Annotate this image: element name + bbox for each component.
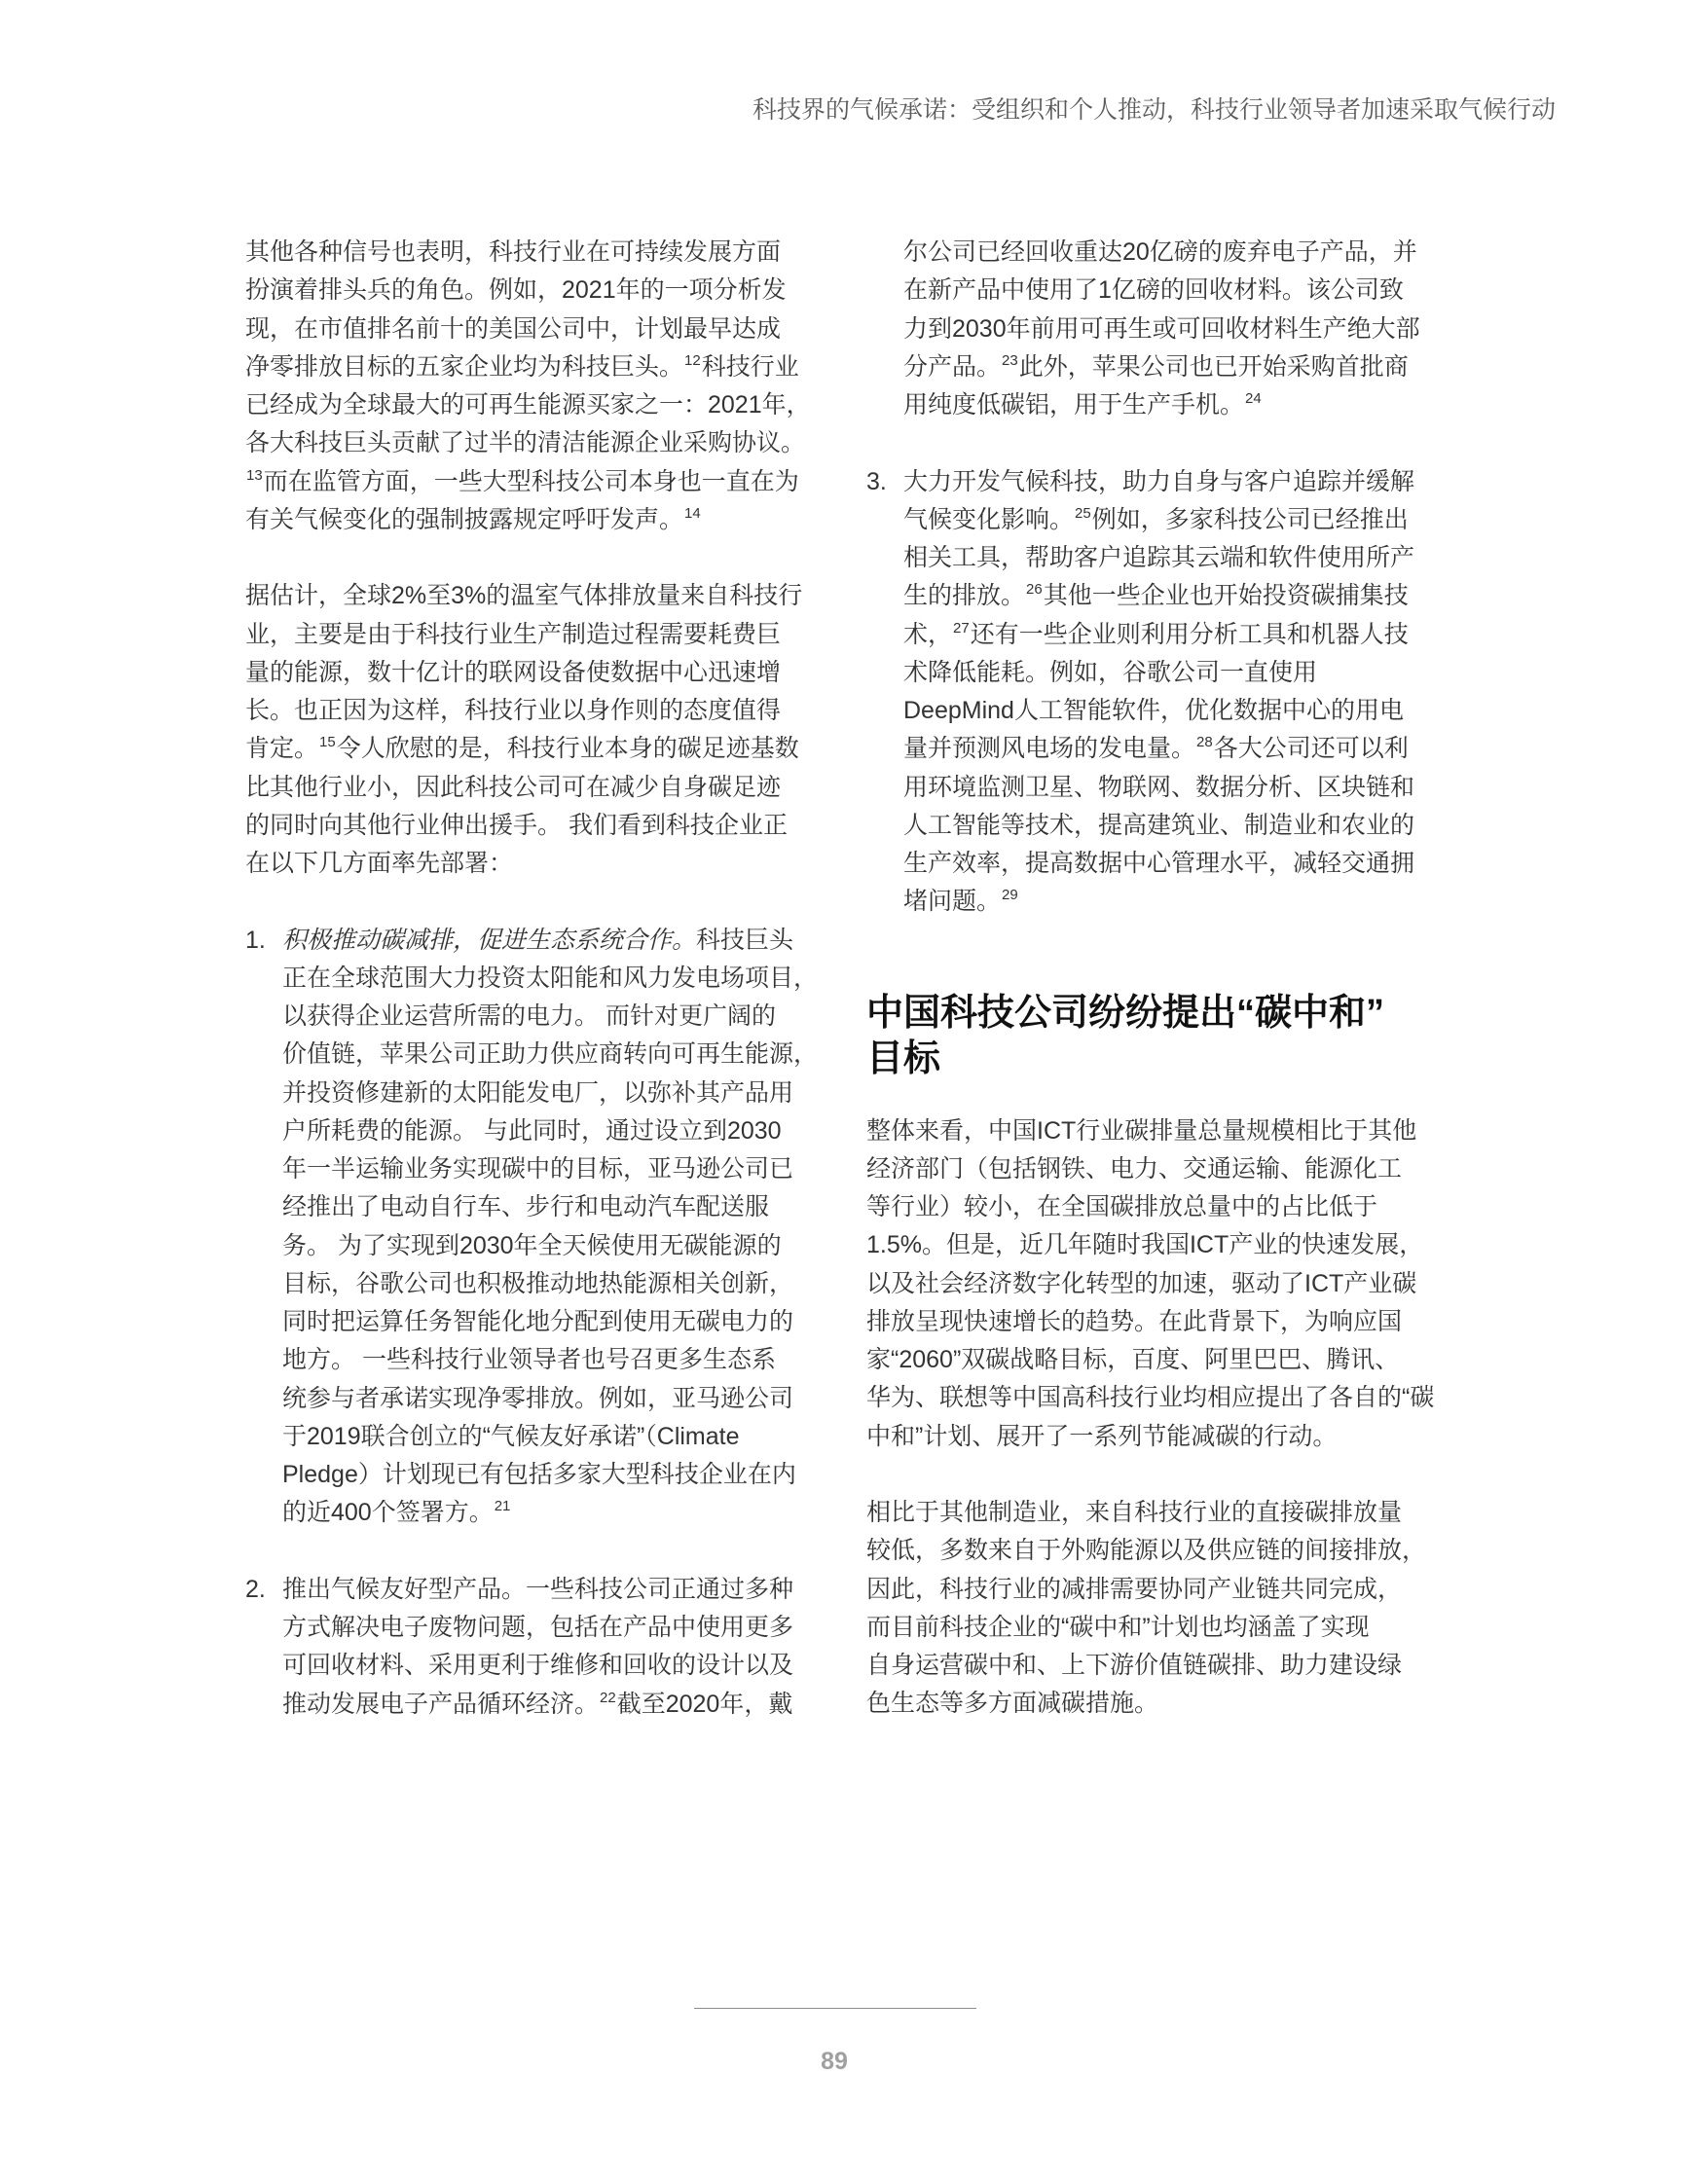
text-line (245, 348, 820, 386)
footnote-ref: 15 (319, 734, 336, 751)
text-line (903, 654, 1460, 692)
paragraph-tech-leadership-signals (245, 234, 820, 539)
text-line (866, 1226, 1460, 1264)
text-run: 户所耗费的能源。 与此同时，通过设立到2030 (282, 1116, 782, 1145)
text-line (282, 1303, 820, 1341)
text-run: 其他各种信号也表明，科技行业在可持续发展方面 (245, 238, 782, 266)
text-line (866, 1341, 1460, 1379)
text-run: 科技巨头 (696, 926, 794, 954)
text-line (866, 1532, 1460, 1570)
text-run: 地方。 一些科技行业领导者也号召更多生态系 (282, 1346, 776, 1374)
text-run: 正在全球范围大力投资太阳能和风力发电场项目， (282, 964, 819, 992)
section-heading-line: 中国科技公司纷纷提出“碳中和” (866, 992, 1385, 1034)
text-line (245, 463, 820, 501)
list-item-text (282, 922, 820, 1533)
section-heading (866, 991, 1460, 1082)
text-run: 华为、联想等中国高科技行业均相应提出了各自的“碳 (866, 1384, 1435, 1412)
footnote-ref: 14 (684, 504, 701, 522)
text-run: 有关气候变化的强制披露规定呼吁发声。 (245, 505, 684, 533)
text-line (903, 769, 1460, 807)
text-run: 力到2030年前用可再生或可回收材料生产绝大部 (903, 314, 1420, 343)
text-line (245, 807, 820, 845)
text-run: Pledge）计划现已有包括多家大型科技企业在内 (282, 1461, 796, 1488)
footnote-ref: 28 (1196, 734, 1213, 751)
text-run: 而目前科技企业的“碳中和”计划也均涵盖了实现 (866, 1613, 1370, 1641)
left-column (245, 234, 820, 1762)
text-line (245, 692, 820, 730)
text-run: 扮演着排头兵的角色。例如，2021年的一项分析发 (245, 276, 787, 305)
text-run: 相关工具，帮助客户追踪其云端和软件使用所产 (903, 544, 1415, 571)
text-line (245, 616, 820, 654)
paragraph-indirect-emissions (866, 1494, 1460, 1724)
text-line (245, 501, 820, 539)
text-run: 目标，谷歌公司也积极推动地热能源相关创新， (282, 1269, 794, 1297)
text-run: DeepMind人工智能软件，优化数据中心的用电 (903, 697, 1404, 724)
text-run: 截至2020年，戴 (616, 1690, 793, 1718)
text-run: 现，在市值排名前十的美国公司中，计划最早达成 (245, 314, 782, 343)
list-number: 1. (245, 926, 266, 954)
text-run: 推动发展电子产品循环经济。 (282, 1690, 600, 1718)
text-line (282, 1188, 820, 1226)
text-run: 的近400个签署方。 (282, 1499, 494, 1527)
list-number: 2. (245, 1575, 266, 1603)
text-run: 在新产品中使用了1亿磅的回收材料。该公司致 (903, 276, 1404, 305)
text-run: 气候变化影响。 (903, 505, 1075, 533)
text-line (245, 577, 820, 615)
text-line (245, 234, 820, 272)
text-run: 家“2060”双碳战略目标，百度、阿里巴巴、腾讯、 (866, 1346, 1400, 1374)
text-line (903, 845, 1460, 883)
list-item-text (903, 463, 1460, 922)
text-line (903, 272, 1460, 309)
text-run: 科技行业 (701, 352, 799, 381)
text-line (903, 501, 1460, 539)
text-line (245, 769, 820, 807)
text-line (282, 922, 820, 960)
text-line (282, 1571, 820, 1609)
text-line (903, 883, 1460, 921)
text-line (903, 692, 1460, 730)
text-line (866, 1609, 1460, 1647)
text-run: 各大公司还可以利 (1213, 735, 1409, 763)
text-line (866, 1685, 1460, 1723)
text-run: 用环境监测卫星、物联网、数据分析、区块链和 (903, 773, 1415, 801)
text-line (903, 539, 1460, 577)
list-item-2-continued (866, 234, 1460, 424)
text-run: 净零排放目标的五家企业均为科技巨头。 (245, 352, 684, 381)
text-line (282, 1341, 820, 1379)
text-run: 务。 为了实现到2030年全天候使用无碳能源的 (282, 1231, 782, 1259)
text-run: 术， (903, 620, 953, 648)
text-line (903, 616, 1460, 654)
text-run: 于2019联合创立的“气候友好承诺”（Climate (282, 1422, 740, 1450)
text-line (282, 998, 820, 1036)
text-run: 经推出了电动自行车、步行和电动汽车配送服 (282, 1193, 770, 1221)
footer-divider (694, 2008, 976, 2009)
text-run: 堵问题。 (903, 888, 1002, 916)
footnote-ref: 13 (246, 466, 263, 484)
text-run: 经济部门（包括钢铁、电力、交通运输、能源化工 (866, 1154, 1403, 1183)
text-run: 年一半运输业务实现碳中的目标，亚马逊公司已 (282, 1155, 794, 1183)
list-number: 3. (866, 467, 887, 495)
text-line (245, 272, 820, 309)
text-run: 各大科技巨头贡献了过半的清洁能源企业采购协议。 (245, 429, 806, 457)
text-run: 色生态等多方面减碳措施。 (866, 1690, 1159, 1718)
text-run: 自身运营碳中和、上下游价值链碳排、助力建设绿 (866, 1652, 1403, 1680)
text-run: 生产效率，提高数据中心管理水平，减轻交通拥 (903, 850, 1415, 877)
text-run: 已经成为全球最大的可再生能源买家之一：2021年， (245, 391, 811, 419)
text-run: 比其他行业小，因此科技公司可在减少自身碳足迹 (245, 773, 782, 801)
running-header: 科技界的气候承诺：受组织和个人推动，科技行业领导者加速采取气候行动 (752, 96, 1556, 124)
text-line (866, 1265, 1460, 1303)
text-line (282, 1150, 820, 1188)
list-item-1 (245, 922, 820, 1533)
list-item-text (903, 234, 1460, 424)
text-line (866, 1647, 1460, 1685)
text-line (282, 1686, 820, 1724)
text-run: 用纯度低碳铝，用于生产手机。 (903, 391, 1245, 419)
text-run: 术降低能耗。例如，谷歌公司一直使用 (903, 658, 1318, 686)
text-line (245, 730, 820, 768)
italic-lead-in: 积极推动碳减排，促进生态系统合作。 (282, 926, 697, 954)
text-run: 量的能源，数十亿计的联网设备使数据中心迅速增 (245, 658, 782, 686)
text-run: 业，主要是由于科技行业生产制造过程需要耗费巨 (245, 620, 782, 648)
footnote-ref: 27 (953, 619, 970, 637)
text-line (245, 310, 820, 348)
text-line (866, 1112, 1460, 1150)
text-line (903, 463, 1460, 501)
text-run: 而在监管方面，一些大型科技公司本身也一直在为 (263, 467, 799, 495)
text-line (245, 845, 820, 883)
text-line (866, 1188, 1460, 1226)
list-item-3 (866, 463, 1460, 922)
text-run: 其他一些企业也开始投资碳捕集技 (1043, 582, 1409, 610)
text-line (903, 310, 1460, 348)
text-line (282, 1227, 820, 1265)
text-line (282, 1036, 820, 1074)
text-run: 同时把运算任务智能化地分配到使用无碳电力的 (282, 1308, 794, 1335)
text-run: 例如，多家科技公司已经推出 (1091, 505, 1409, 533)
text-line (866, 1418, 1460, 1456)
text-line (245, 654, 820, 692)
paragraph-china-ict-emissions (866, 1112, 1460, 1456)
text-run: 价值链，苹果公司正助力供应商转向可再生能源， (282, 1040, 819, 1069)
text-line (903, 234, 1460, 272)
text-run: 据估计，全球2%至3%的温室气体排放量来自科技行 (245, 582, 803, 610)
page-number: 89 (821, 2048, 848, 2075)
text-line (903, 386, 1460, 424)
text-run: 还有一些企业则利用分析工具和机器人技 (970, 620, 1409, 648)
text-line (282, 1494, 820, 1532)
footnote-ref: 29 (1002, 887, 1018, 904)
text-run: 量并预测风电场的发电量。 (903, 735, 1196, 763)
footnote-ref: 12 (684, 351, 701, 369)
footnote-ref: 24 (1245, 390, 1262, 407)
text-run: 方式解决电子废物问题，包括在产品中使用更多 (282, 1614, 794, 1641)
text-line (903, 577, 1460, 615)
text-line (866, 1379, 1460, 1417)
text-line (866, 1150, 1460, 1188)
footnote-ref: 22 (600, 1689, 616, 1706)
text-line (282, 1112, 820, 1150)
text-run: 统参与者承诺实现净零排放。例如，亚马逊公司 (282, 1384, 794, 1412)
footnote-ref: 26 (1026, 581, 1043, 599)
text-run: 肯定。 (245, 735, 319, 763)
text-line (282, 1456, 820, 1494)
text-line (282, 1265, 820, 1303)
list-item-2 (245, 1571, 820, 1724)
text-line (245, 386, 820, 424)
text-run: 排放呈现快速增长的趋势。在此背景下，为响应国 (866, 1307, 1403, 1335)
text-run: 等行业）较小，在全国碳排放总量中的占比低于 (866, 1193, 1378, 1221)
text-run: 以及社会经济数字化转型的加速，驱动了ICT产业碳 (866, 1269, 1417, 1297)
text-run: 大力开发气候科技，助力自身与客户追踪并缓解 (903, 467, 1415, 495)
text-run: 的同时向其他行业伸出援手。 我们看到科技企业正 (245, 811, 788, 839)
text-run: 人工智能等技术，提高建筑业、制造业和农业的 (903, 811, 1415, 839)
footnote-ref: 23 (1002, 351, 1018, 369)
text-line (866, 1303, 1460, 1341)
text-line (282, 1418, 820, 1456)
text-line (245, 424, 820, 462)
paragraph-emissions-estimate (245, 577, 820, 883)
text-run: 1.5%。但是，近几年随时我国ICT产业的快速发展， (866, 1231, 1424, 1259)
text-run: 长。也正因为这样，科技行业以身作则的态度值得 (245, 697, 782, 724)
text-run: 推出气候友好型产品。一些科技公司正通过多种 (282, 1575, 794, 1603)
text-line (282, 1647, 820, 1685)
list-item-text (282, 1571, 820, 1724)
text-line (282, 960, 820, 998)
text-line (903, 348, 1460, 386)
text-run: 在以下几方面率先部署： (245, 850, 514, 877)
text-run: 相比于其他制造业，来自科技行业的直接碳排放量 (866, 1499, 1403, 1527)
text-run: 令人欣慰的是，科技行业本身的碳足迹基数 (336, 735, 799, 763)
text-run: 因此，科技行业的减排需要协同产业链共同完成， (866, 1575, 1403, 1603)
text-line (903, 807, 1460, 845)
text-run: 分产品。 (903, 352, 1002, 381)
footnote-ref: 21 (494, 1498, 511, 1515)
text-run: 较低，多数来自于外购能源以及供应链的间接排放， (866, 1537, 1427, 1565)
footnote-ref: 25 (1075, 504, 1091, 522)
right-column (866, 234, 1460, 1762)
text-run: 尔公司已经回收重达20亿磅的废弃电子产品，并 (903, 238, 1417, 266)
text-run: 生的排放。 (903, 582, 1026, 610)
text-run: 整体来看，中国ICT行业碳排量总量规模相比于其他 (866, 1116, 1417, 1145)
text-line (903, 730, 1460, 768)
text-run: 可回收材料、采用更利于维修和回收的设计以及 (282, 1652, 794, 1680)
section-heading-line: 目标 (866, 1037, 941, 1079)
text-line (866, 1571, 1460, 1609)
text-line (282, 1609, 820, 1647)
text-line (282, 1380, 820, 1418)
text-run: 中和”计划、展开了一系列节能减碳的行动。 (866, 1422, 1338, 1450)
text-run: 此外，苹果公司也已开始采购首批商 (1018, 352, 1409, 381)
text-run: 以获得企业运营所需的电力。 而针对更广阔的 (282, 1002, 776, 1030)
text-line (282, 1074, 820, 1112)
text-line (866, 1494, 1460, 1532)
text-run: 并投资修建新的太阳能发电厂，以弥补其产品用 (282, 1078, 794, 1107)
